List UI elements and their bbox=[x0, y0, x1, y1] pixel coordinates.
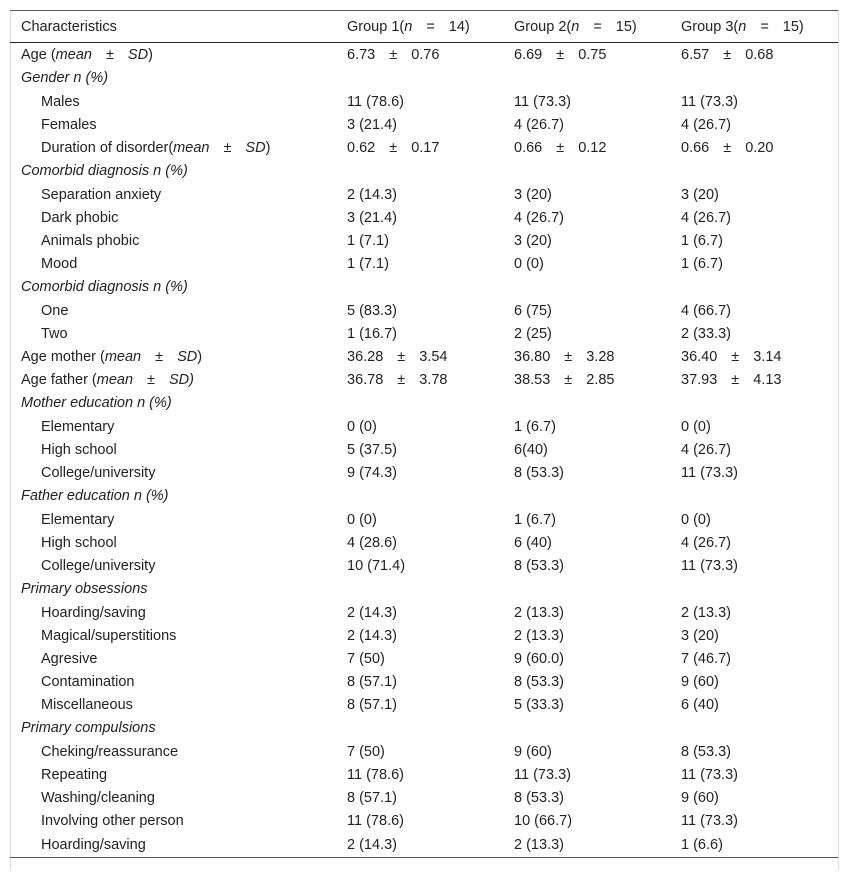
cell-g1: 0 (0) bbox=[347, 418, 377, 435]
cell-g3: 11 (73.3) bbox=[681, 812, 738, 829]
section-primary-compulsions bbox=[10, 716, 838, 740]
row-label: College/university bbox=[41, 557, 156, 574]
row-label: Contamination bbox=[41, 673, 135, 690]
cell-g1: 3 (21.4) bbox=[347, 116, 397, 133]
row-label: Age mother (mean ± SD) bbox=[21, 348, 203, 365]
row-label: Cheking/reassurance bbox=[41, 743, 179, 760]
cell-g1: 36.78 ± 3.78 bbox=[347, 371, 448, 388]
row-father-college bbox=[10, 554, 838, 577]
row-label: One bbox=[41, 302, 69, 319]
cell-g2: 2 (13.3) bbox=[514, 604, 564, 621]
cell-g3: 3 (20) bbox=[681, 186, 719, 203]
header-characteristics: Characteristics bbox=[21, 18, 117, 35]
cell-g2: 10 (66.7) bbox=[514, 812, 573, 829]
cell-g2: 0 (0) bbox=[514, 255, 544, 272]
row-label: High school bbox=[41, 441, 117, 458]
row-label: Elementary bbox=[41, 511, 115, 528]
row-father-high-school bbox=[10, 531, 838, 554]
section-label: Primary compulsions bbox=[21, 720, 156, 736]
cell-g3: 3 (20) bbox=[681, 627, 719, 644]
cell-g1: 1 (7.1) bbox=[347, 232, 389, 249]
section-gender bbox=[10, 66, 838, 90]
cell-g2: 1 (6.7) bbox=[514, 511, 556, 528]
row-mother-elementary bbox=[10, 415, 838, 438]
cell-g3: 2 (13.3) bbox=[681, 604, 731, 621]
cell-g2: 4 (26.7) bbox=[514, 209, 564, 226]
cell-g1: 8 (57.1) bbox=[347, 673, 397, 690]
row-label: Two bbox=[41, 325, 68, 342]
row-mood bbox=[10, 252, 838, 275]
cell-g1: 2 (14.3) bbox=[347, 627, 397, 644]
characteristics-table-wrapper bbox=[10, 10, 838, 858]
cell-g3: 0.66 ± 0.20 bbox=[681, 139, 774, 156]
cell-g1: 4 (28.6) bbox=[347, 534, 397, 551]
section-label: Comorbid diagnosis n (%) bbox=[21, 163, 188, 179]
row-females bbox=[10, 113, 838, 136]
cell-g3: 2 (33.3) bbox=[681, 325, 731, 342]
row-label: Males bbox=[41, 93, 80, 110]
cell-g2: 3 (20) bbox=[514, 186, 552, 203]
row-dark-phobic bbox=[10, 206, 838, 229]
row-label: Mood bbox=[41, 255, 78, 272]
cell-g2: 11 (73.3) bbox=[514, 766, 571, 783]
row-label: Hoarding/saving bbox=[41, 604, 146, 621]
cell-g3: 1 (6.7) bbox=[681, 232, 723, 249]
section-father-education bbox=[10, 484, 838, 508]
cell-g2: 2 (13.3) bbox=[514, 627, 564, 644]
cell-g3: 9 (60) bbox=[681, 673, 719, 690]
row-label: Involving other person bbox=[41, 812, 184, 829]
cell-g2: 6 (75) bbox=[514, 302, 552, 319]
row-label: Agresive bbox=[41, 650, 98, 667]
section-label: Primary obsessions bbox=[21, 581, 148, 597]
cell-g1: 9 (74.3) bbox=[347, 464, 397, 481]
cell-g2: 2 (25) bbox=[514, 325, 552, 342]
row-label: Age (mean ± SD) bbox=[21, 46, 153, 63]
cell-g3: 11 (73.3) bbox=[681, 464, 738, 481]
cell-g3: 8 (53.3) bbox=[681, 743, 731, 760]
cell-g1: 11 (78.6) bbox=[347, 93, 404, 110]
cell-g1: 2 (14.3) bbox=[347, 186, 397, 203]
row-compulsion-checking bbox=[10, 740, 838, 763]
cell-g1: 36.28 ± 3.54 bbox=[347, 348, 448, 365]
cell-g2: 9 (60) bbox=[514, 743, 552, 760]
section-label: Father education n (%) bbox=[21, 488, 169, 504]
cell-g2: 8 (53.3) bbox=[514, 789, 564, 806]
section-comorbid-1 bbox=[10, 159, 838, 183]
row-label: Magical/superstitions bbox=[41, 627, 177, 644]
cell-g3: 1 (6.6) bbox=[681, 836, 723, 853]
row-age-father bbox=[10, 368, 838, 391]
row-label: High school bbox=[41, 534, 117, 551]
cell-g2: 11 (73.3) bbox=[514, 93, 571, 110]
cell-g2: 0.66 ± 0.12 bbox=[514, 139, 607, 156]
cell-g1: 11 (78.6) bbox=[347, 812, 404, 829]
cell-g1: 7 (50) bbox=[347, 743, 385, 760]
row-compulsion-involving bbox=[10, 809, 838, 832]
section-comorbid-2 bbox=[10, 275, 838, 299]
table-header-row bbox=[10, 11, 838, 43]
row-label: Duration of disorder(mean ± SD) bbox=[41, 139, 271, 156]
section-label: Comorbid diagnosis n (%) bbox=[21, 279, 188, 295]
row-separation-anxiety bbox=[10, 183, 838, 206]
cell-g2: 3 (20) bbox=[514, 232, 552, 249]
cell-g2: 8 (53.3) bbox=[514, 557, 564, 574]
row-mother-high-school bbox=[10, 438, 838, 461]
cell-g1: 8 (57.1) bbox=[347, 696, 397, 713]
cell-g3: 6.57 ± 0.68 bbox=[681, 46, 774, 63]
section-label: Gender n (%) bbox=[21, 70, 109, 86]
cell-g1: 1 (7.1) bbox=[347, 255, 389, 272]
row-two bbox=[10, 322, 838, 345]
cell-g3: 1 (6.7) bbox=[681, 255, 723, 272]
header-group3: Group 3(n = 15) bbox=[681, 18, 804, 35]
cell-g3: 4 (26.7) bbox=[681, 534, 731, 551]
cell-g2: 36.80 ± 3.28 bbox=[514, 348, 615, 365]
row-label: Repeating bbox=[41, 766, 108, 783]
cell-g1: 1 (16.7) bbox=[347, 325, 397, 342]
cell-g1: 0 (0) bbox=[347, 511, 377, 528]
cell-g2: 5 (33.3) bbox=[514, 696, 564, 713]
row-compulsion-hoarding bbox=[10, 832, 838, 858]
cell-g3: 6 (40) bbox=[681, 696, 719, 713]
cell-g1: 0.62 ± 0.17 bbox=[347, 139, 440, 156]
cell-g2: 8 (53.3) bbox=[514, 464, 564, 481]
row-obsession-miscellaneous bbox=[10, 693, 838, 716]
cell-g3: 4 (26.7) bbox=[681, 441, 731, 458]
cell-g3: 36.40 ± 3.14 bbox=[681, 348, 782, 365]
characteristics-table bbox=[10, 10, 838, 858]
cell-g1: 5 (83.3) bbox=[347, 302, 397, 319]
cell-g2: 6 (40) bbox=[514, 534, 552, 551]
row-obsession-magical bbox=[10, 624, 838, 647]
cell-g1: 2 (14.3) bbox=[347, 604, 397, 621]
row-duration bbox=[10, 136, 838, 159]
cell-g1: 6.73 ± 0.76 bbox=[347, 46, 440, 63]
row-label: Miscellaneous bbox=[41, 696, 133, 713]
section-mother-education bbox=[10, 391, 838, 415]
row-age-mother bbox=[10, 345, 838, 368]
cell-g2: 1 (6.7) bbox=[514, 418, 556, 435]
row-label: Animals phobic bbox=[41, 232, 140, 249]
row-father-elementary bbox=[10, 508, 838, 531]
cell-g2: 38.53 ± 2.85 bbox=[514, 371, 615, 388]
cell-g1: 3 (21.4) bbox=[347, 209, 397, 226]
cell-g3: 11 (73.3) bbox=[681, 93, 738, 110]
cell-g1: 2 (14.3) bbox=[347, 836, 397, 853]
cell-g2: 9 (60.0) bbox=[514, 650, 564, 667]
row-males bbox=[10, 90, 838, 113]
header-group1: Group 1(n = 14) bbox=[347, 18, 470, 35]
row-obsession-hoarding bbox=[10, 601, 838, 624]
row-animals-phobic bbox=[10, 229, 838, 252]
row-compulsion-repeating bbox=[10, 763, 838, 786]
cell-g3: 9 (60) bbox=[681, 789, 719, 806]
row-label: Separation anxiety bbox=[41, 186, 162, 203]
row-label: Hoarding/saving bbox=[41, 836, 146, 853]
cell-g1: 7 (50) bbox=[347, 650, 385, 667]
cell-g2: 2 (13.3) bbox=[514, 836, 564, 853]
row-age bbox=[10, 43, 838, 67]
cell-g1: 8 (57.1) bbox=[347, 789, 397, 806]
row-obsession-agressive bbox=[10, 647, 838, 670]
cell-g3: 4 (66.7) bbox=[681, 302, 731, 319]
cell-g3: 4 (26.7) bbox=[681, 209, 731, 226]
row-label: Elementary bbox=[41, 418, 115, 435]
row-mother-college bbox=[10, 461, 838, 484]
section-label: Mother education n (%) bbox=[21, 395, 172, 411]
row-label: Dark phobic bbox=[41, 209, 119, 226]
cell-g3: 0 (0) bbox=[681, 511, 711, 528]
cell-g2: 8 (53.3) bbox=[514, 673, 564, 690]
cell-g3: 11 (73.3) bbox=[681, 557, 738, 574]
cell-g1: 5 (37.5) bbox=[347, 441, 397, 458]
cell-g1: 11 (78.6) bbox=[347, 766, 404, 783]
row-one bbox=[10, 299, 838, 322]
row-label: College/university bbox=[41, 464, 156, 481]
row-obsession-contamination bbox=[10, 670, 838, 693]
cell-g3: 11 (73.3) bbox=[681, 766, 738, 783]
cell-g2: 4 (26.7) bbox=[514, 116, 564, 133]
section-primary-obsessions bbox=[10, 577, 838, 601]
cell-g3: 37.93 ± 4.13 bbox=[681, 371, 782, 388]
row-compulsion-washing bbox=[10, 786, 838, 809]
cell-g1: 10 (71.4) bbox=[347, 557, 406, 574]
row-label: Washing/cleaning bbox=[41, 789, 155, 806]
row-label: Females bbox=[41, 116, 97, 133]
cell-g3: 4 (26.7) bbox=[681, 116, 731, 133]
header-group2: Group 2(n = 15) bbox=[514, 18, 637, 35]
cell-g2: 6(40) bbox=[514, 441, 548, 458]
cell-g3: 7 (46.7) bbox=[681, 650, 731, 667]
cell-g2: 6.69 ± 0.75 bbox=[514, 46, 607, 63]
row-label: Age father (mean ± SD) bbox=[21, 371, 194, 388]
cell-g3: 0 (0) bbox=[681, 418, 711, 435]
